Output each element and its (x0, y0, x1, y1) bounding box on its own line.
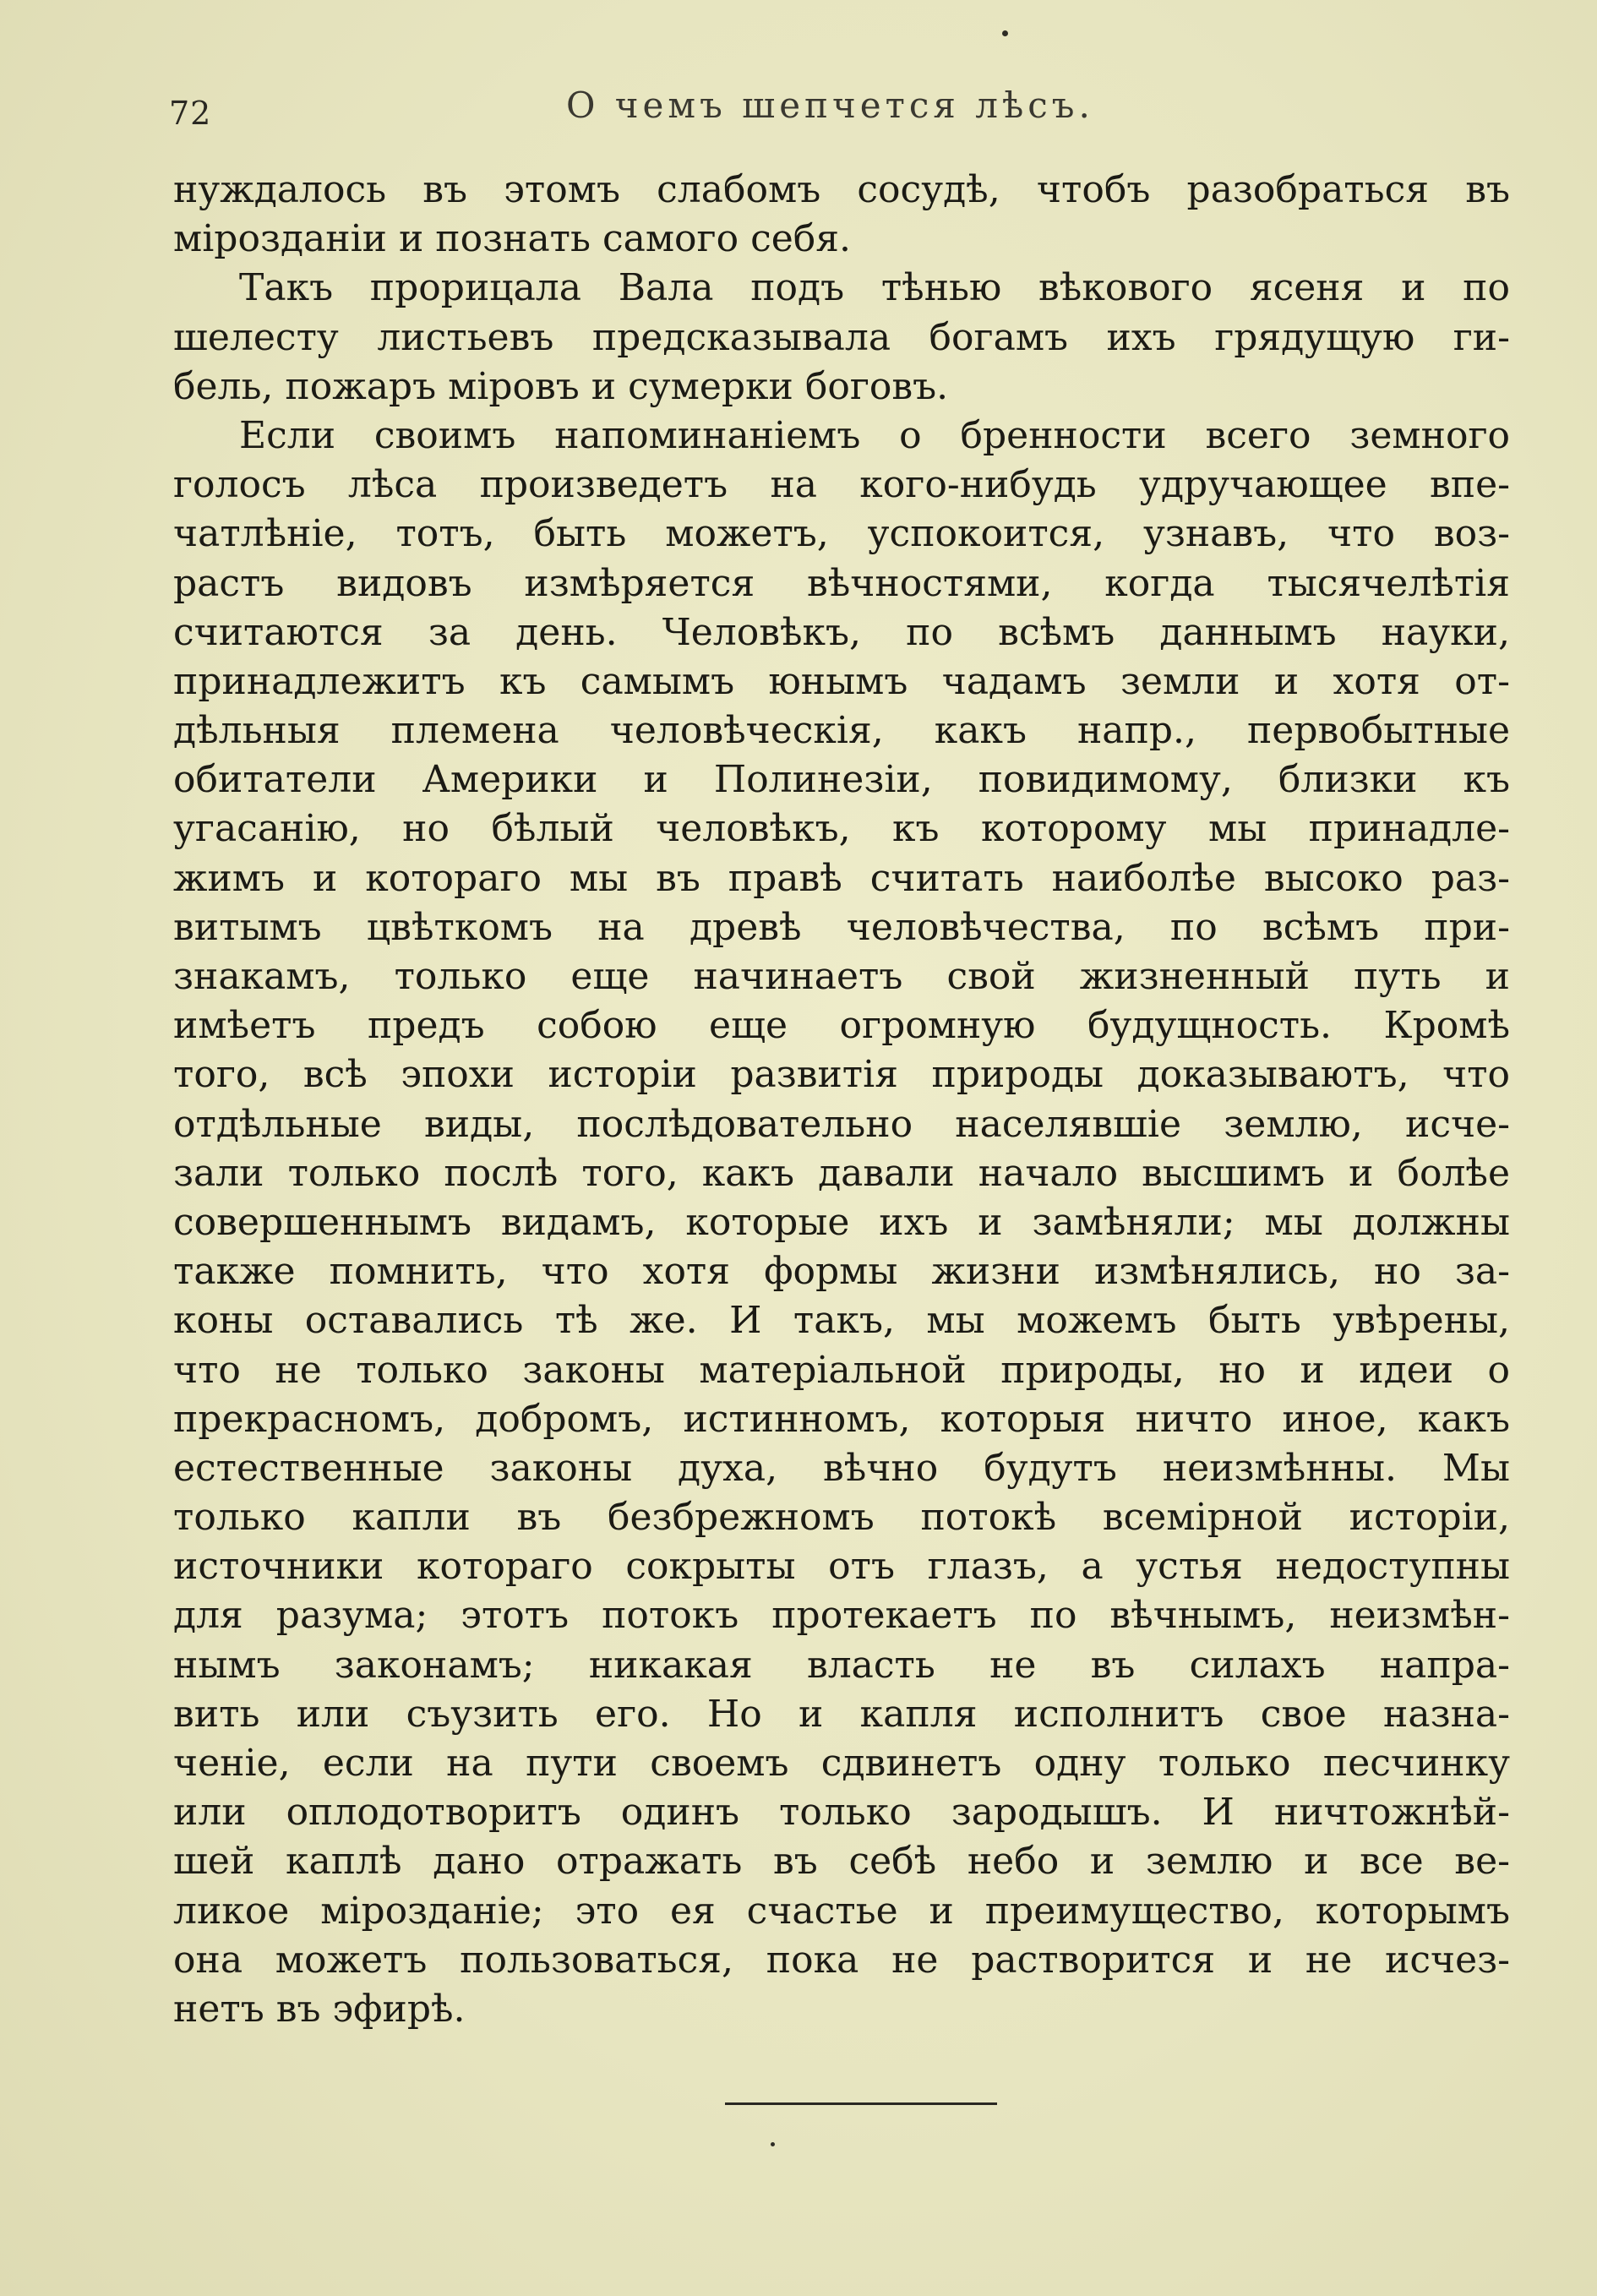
text-line: Такъ прорицала Вала подъ тѣнью вѣкового ясеня и по (239, 266, 1510, 310)
text-line: ченіе, если на пути своемъ сдвинетъ одну только песчинку (173, 1742, 1510, 1785)
running-title: О чемъ шепчется лѣсъ. (566, 85, 1094, 126)
text-line: естественные законы духа, вѣчно будутъ неизмѣнны. Мы (173, 1446, 1510, 1490)
text-line: того, всѣ эпохи исторіи развитія природы доказываютъ, что (173, 1053, 1510, 1097)
page-number: 72 (169, 95, 212, 132)
text-line: ликое мірозданіе; это ея счастье и преимущество, которымъ (173, 1889, 1510, 1933)
page-header (169, 85, 1504, 135)
text-line: витымъ цвѣткомъ на древѣ человѣчества, по всѣмъ при- (173, 905, 1510, 949)
text-line: вить или съузить его. Но и капля исполнитъ свое назна- (173, 1692, 1510, 1736)
text-line: бель, пожаръ міровъ и сумерки боговъ. (173, 364, 949, 408)
body-text (173, 166, 1510, 2034)
text-line: также помнить, что хотя формы жизни измѣнялись, но за- (173, 1250, 1510, 1294)
text-line: или оплодотворитъ одинъ только зародышъ. И ничтожнѣй- (173, 1791, 1510, 1835)
text-line: мірозданіи и познать самого себя. (173, 217, 851, 261)
text-line: только капли въ безбрежномъ потокѣ всемірной исторіи, (173, 1496, 1510, 1540)
text-line: принадлежитъ къ самымъ юнымъ чадамъ земли и хотя от- (173, 659, 1510, 703)
text-line: считаются за день. Человѣкъ, по всѣмъ даннымъ науки, (173, 610, 1510, 654)
text-line: имѣетъ предъ собою еще огромную будущность. Кромѣ (173, 1004, 1510, 1048)
text-line: жимъ и котораго мы въ правѣ считать наиболѣе высоко раз- (173, 856, 1510, 900)
text-line: что не только законы матеріальной природы, но и идеи о (173, 1348, 1510, 1392)
text-line: нымъ законамъ; никакая власть не въ силахъ напра- (173, 1643, 1510, 1687)
text-line: чатлѣніе, тотъ, быть можетъ, успокоится, узнавъ, что воз- (173, 512, 1510, 556)
text-line: для разума; этотъ потокъ протекаетъ по вѣчнымъ, неизмѣн- (173, 1594, 1510, 1638)
text-line: шей каплѣ дано отражать въ себѣ небо и землю и все ве- (173, 1840, 1510, 1884)
text-line: дѣльныя племена человѣческія, какъ напр., первобытные (173, 709, 1510, 753)
text-line: обитатели Америки и Полинезіи, повидимому, близки къ (173, 758, 1510, 802)
text-line: прекрасномъ, добромъ, истинномъ, которыя ничто иное, какъ (173, 1397, 1510, 1441)
text-line: шелесту листьевъ предсказывала богамъ ихъ грядущую ги- (173, 315, 1510, 359)
ink-speck-top (1002, 30, 1008, 36)
section-divider (725, 2102, 997, 2105)
text-line: знакамъ, только еще начинаетъ свой жизненный путь и (173, 955, 1510, 998)
text-line: Если своимъ напоминаніемъ о бренности всего земного (239, 413, 1510, 457)
text-line: совершеннымъ видамъ, которые ихъ и замѣняли; мы должны (173, 1200, 1510, 1244)
text-line: отдѣльные виды, послѣдовательно населявшіе землю, исче- (173, 1102, 1510, 1146)
text-line: растъ видовъ измѣряется вѣчностями, когда тысячелѣтія (173, 561, 1510, 605)
text-line: она можетъ пользоваться, пока не растворится и не исчез- (173, 1938, 1510, 1982)
text-line: источники котораго сокрыты отъ глазъ, а устья недоступны (173, 1545, 1510, 1589)
text-line: нетъ въ эфирѣ. (173, 1987, 466, 2031)
text-line: угасанію, но бѣлый человѣкъ, къ которому мы принадле- (173, 807, 1510, 851)
text-line: коны оставались тѣ же. И такъ, мы можемъ быть увѣрены, (173, 1299, 1510, 1343)
text-line: зали только послѣ того, какъ давали начало высшимъ и болѣе (173, 1151, 1510, 1195)
text-line: голосъ лѣса произведетъ на кого-нибудь удручающее впе- (173, 463, 1510, 507)
ink-speck-bottom (771, 2142, 775, 2146)
text-line: нуждалось въ этомъ слабомъ сосудѣ, чтобъ разобраться въ (173, 168, 1510, 211)
